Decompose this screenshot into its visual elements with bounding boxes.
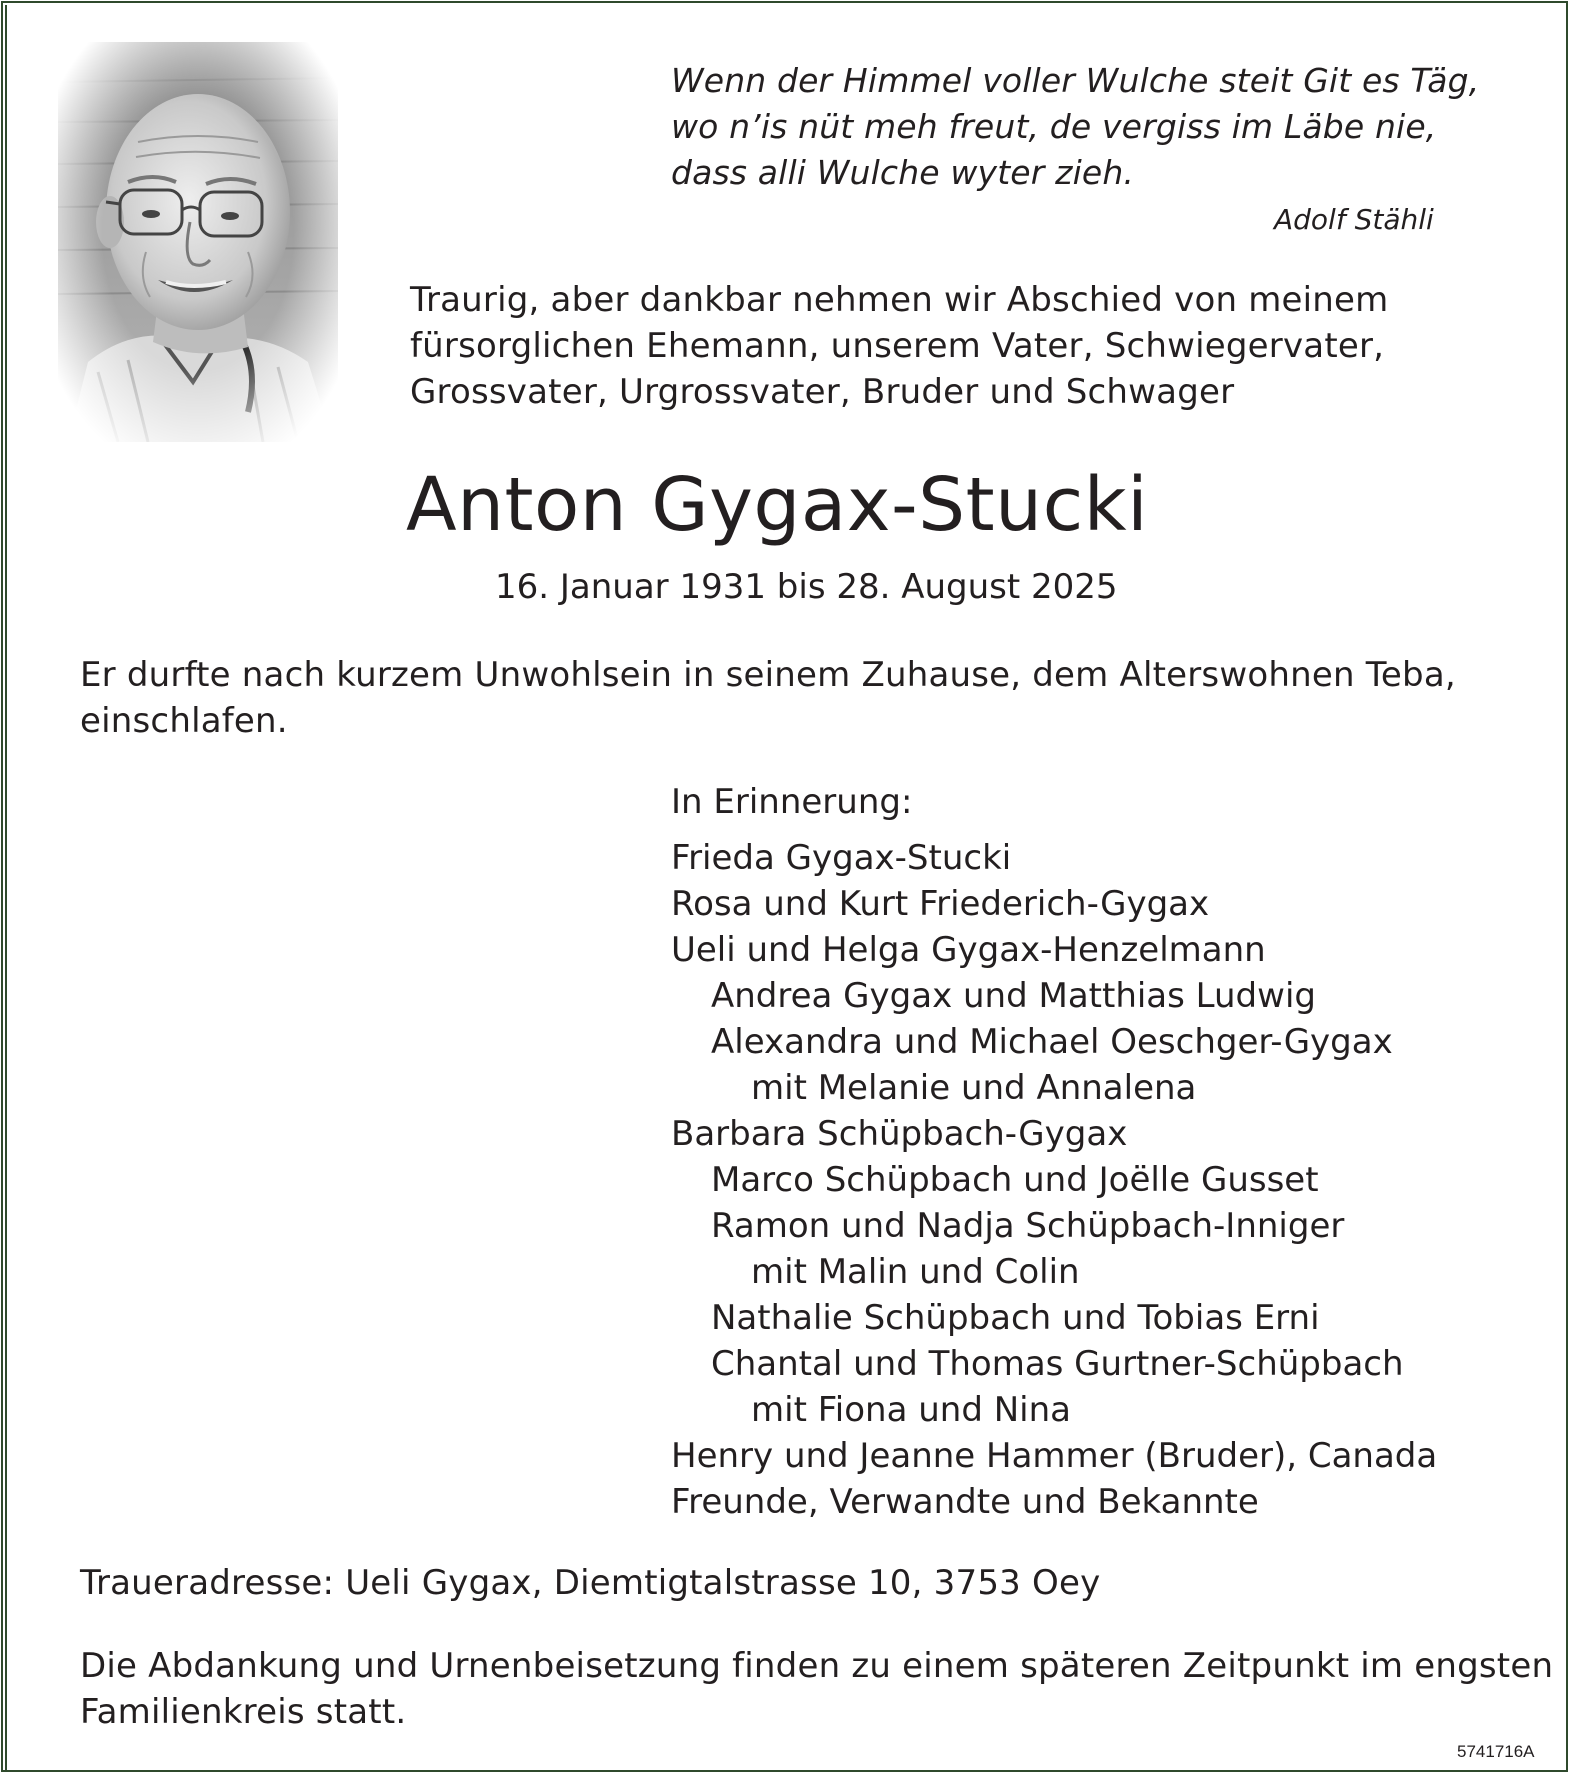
mourner-entry: Ramon und Nadja Schüpbach-Inniger [711,1206,1345,1246]
mourner-entry: Marco Schüpbach und Joëlle Gusset [711,1160,1319,1200]
mourner-entry: Henry und Jeanne Hammer (Bruder), Canada [671,1436,1438,1476]
mourner-entry: Chantal und Thomas Gurtner-Schüpbach [711,1344,1404,1384]
mourner-entry: mit Malin und Colin [751,1252,1080,1292]
mourner-entry: Rosa und Kurt Friederich-Gygax [671,884,1210,924]
mourner-entry: Andrea Gygax und Matthias Ludwig [711,976,1316,1016]
poem [671,58,1479,196]
mourner-entry: Frieda Gygax-Stucki [671,838,1012,878]
mourner-entry: mit Melanie und Annalena [751,1068,1197,1108]
intro-line: Traurig, aber dankbar nehmen wir Abschied von meinem [410,280,1389,320]
portrait-photo [58,42,338,442]
memory-heading: In Erinnerung: [671,782,913,822]
service-info-line: Familienkreis statt. [80,1692,407,1732]
notice-border-inner-line [5,5,7,1770]
mourner-entry: Barbara Schüpbach-Gygax [671,1114,1128,1154]
intro-line: Grossvater, Urgrossvater, Bruder und Schwager [410,372,1235,412]
intro-line: fürsorglichen Ehemann, unserem Vater, Schwiegervater, [410,326,1385,366]
poem-author: Adolf Stähli [1274,203,1434,236]
poem-line: Wenn der Himmel voller Wulche steit Git es Täg, [671,61,1480,100]
reference-number: 5741716A [1457,1742,1535,1761]
mourner-entry: Alexandra und Michael Oeschger-Gygax [711,1022,1393,1062]
mourner-entry: Ueli und Helga Gygax-Henzelmann [671,930,1266,970]
service-info [80,1643,1553,1735]
intro-text [410,277,1389,415]
passing-note-line: einschlafen. [80,701,288,741]
mourning-address: Traueradresse: Ueli Gygax, Diemtigtalstrasse 10, 3753 Oey [80,1563,1101,1603]
poem-line: dass alli Wulche wyter zieh. [671,153,1135,192]
passing-note-line: Er durfte nach kurzem Unwohlsein in seinem Zuhause, dem Alterswohnen Teba, [80,655,1456,695]
passing-note [80,652,1456,744]
service-info-line: Die Abdankung und Urnenbeisetzung finden zu einem späteren Zeitpunkt im engsten [80,1646,1554,1686]
deceased-name: Anton Gygax-Stucki [406,462,1149,548]
mourner-entry: Freunde, Verwandte und Bekannte [671,1482,1259,1522]
poem-line: wo n’is nüt meh freut, de vergiss im Läbe nie, [671,107,1437,146]
mourner-entry: mit Fiona und Nina [751,1390,1071,1430]
life-dates: 16. Januar 1931 bis 28. August 2025 [495,567,1118,607]
mourner-entry: Nathalie Schüpbach und Tobias Erni [711,1298,1320,1338]
mourner-list [671,835,1437,1525]
